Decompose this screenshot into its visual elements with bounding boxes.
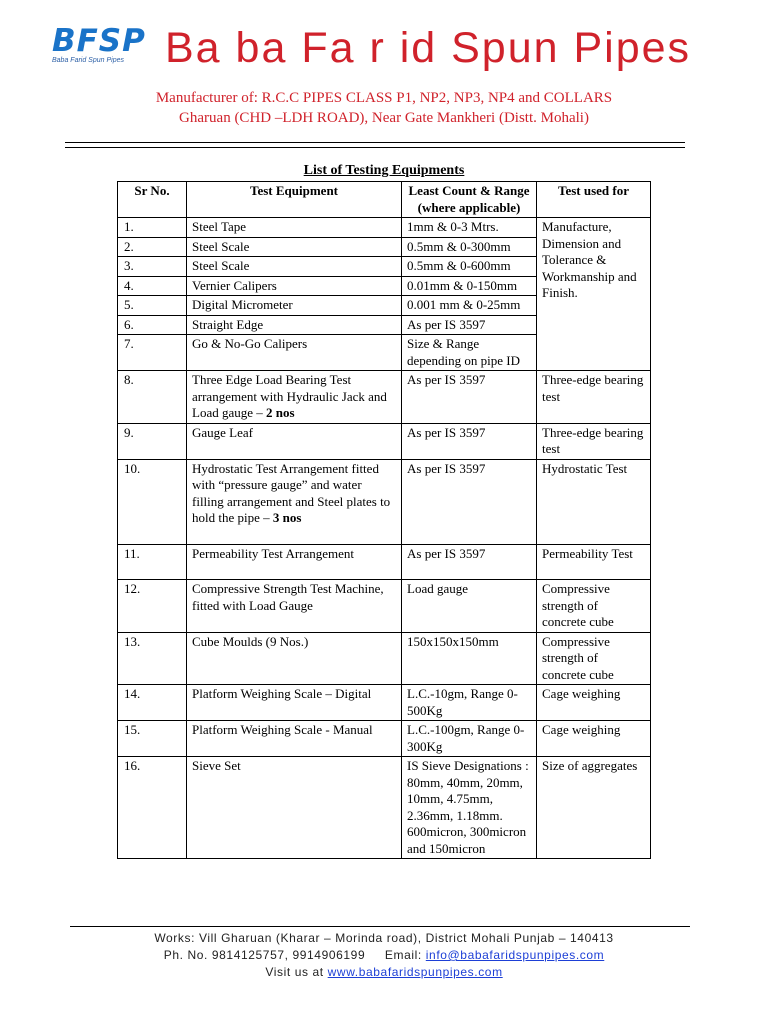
cell-sr: 1. xyxy=(118,218,187,238)
table-row xyxy=(118,721,651,757)
equipment-quantity: 2 nos xyxy=(266,405,295,420)
cell-equipment: Cube Moulds (9 Nos.) xyxy=(187,632,402,685)
cell-equipment: Permeability Test Arrangement xyxy=(187,544,402,580)
cell-range: As per IS 3597 xyxy=(402,423,537,459)
footer-email-label: Email: xyxy=(384,948,422,962)
table-row xyxy=(118,371,651,424)
cell-sr: 6. xyxy=(118,315,187,335)
cell-sr: 9. xyxy=(118,423,187,459)
footer-contact xyxy=(0,947,768,963)
table-header-row xyxy=(118,182,651,218)
cell-range: 0.5mm & 0-300mm xyxy=(402,237,537,257)
cell-sr: 2. xyxy=(118,237,187,257)
equipment-quantity: 3 nos xyxy=(272,510,302,525)
cell-use: Compressive strength of concrete cube xyxy=(537,632,651,685)
cell-use: Three-edge bearing test xyxy=(537,423,651,459)
header-rule-top xyxy=(65,142,685,143)
cell-range: IS Sieve Designations : 80mm, 40mm, 20mm, 10mm, 4.75mm, 2.36mm, 1.18mm. 600micron, 300micron and 150micron xyxy=(402,757,537,859)
cell-equipment: Gauge Leaf xyxy=(187,423,402,459)
footer-email-link[interactable]: info@babafaridspunpipes.com xyxy=(425,948,605,962)
equipment-text: Hydrostatic Test Arrangement fitted with “pressure gauge” and water filling arrangement and Steel plates to hold the pipe – xyxy=(192,460,391,525)
document-title: List of Testing Equipments xyxy=(303,163,465,178)
logo-mark: BFSP xyxy=(52,23,146,59)
cell-equipment: Platform Weighing Scale - Manual xyxy=(187,721,402,757)
cell-equipment: Platform Weighing Scale – Digital xyxy=(187,685,402,721)
company-logo xyxy=(52,24,144,70)
cell-sr: 5. xyxy=(118,296,187,316)
cell-use: Permeability Test xyxy=(537,544,651,580)
address-line: Gharuan (CHD –LDH ROAD), Near Gate Mankheri (Distt. Mohali) xyxy=(179,110,589,126)
footer-phone: Ph. No. 9814125757, 9914906199 xyxy=(163,948,366,962)
cell-equipment: Go & No-Go Calipers xyxy=(187,335,402,371)
table-row xyxy=(118,459,651,544)
cell-sr: 15. xyxy=(118,721,187,757)
cell-range: L.C.-10gm, Range 0-500Kg xyxy=(402,685,537,721)
cell-equipment: Straight Edge xyxy=(187,315,402,335)
cell-range: 0.01mm & 0-150mm xyxy=(402,276,537,296)
table-row xyxy=(118,218,651,238)
table-row xyxy=(118,544,651,580)
cell-range: As per IS 3597 xyxy=(402,459,537,544)
cell-use: Cage weighing xyxy=(537,721,651,757)
cell-equipment: Compressive Strength Test Machine, fitted with Load Gauge xyxy=(187,580,402,633)
cell-equipment: Steel Scale xyxy=(187,257,402,277)
cell-use: Size of aggregates xyxy=(537,757,651,859)
table-row xyxy=(118,757,651,859)
letterhead xyxy=(0,0,768,140)
cell-use: Cage weighing xyxy=(537,685,651,721)
cell-use: Manufacture, Dimension and Tolerance & Workmanship and Finish. xyxy=(537,218,651,371)
header-rule-bottom xyxy=(65,147,685,148)
cell-sr: 14. xyxy=(118,685,187,721)
cell-range: 1mm & 0-3 Mtrs. xyxy=(402,218,537,238)
cell-sr: 16. xyxy=(118,757,187,859)
footer-address: Works: Vill Gharuan (Kharar – Morinda road), District Mohali Punjab – 140413 xyxy=(154,931,614,945)
cell-range: L.C.-100gm, Range 0-300Kg xyxy=(402,721,537,757)
table-row xyxy=(118,423,651,459)
col-header-use: Test used for xyxy=(537,182,651,218)
equipment-text: Three Edge Load Bearing Test arrangement with Hydraulic Jack and Load gauge – xyxy=(192,372,387,420)
cell-use: Compressive strength of concrete cube xyxy=(537,580,651,633)
col-header-sr: Sr No. xyxy=(118,182,187,218)
footer-rule xyxy=(70,926,690,927)
cell-use: Hydrostatic Test xyxy=(537,459,651,544)
cell-range: Size & Range depending on pipe ID xyxy=(402,335,537,371)
company-name: Ba ba Fa r id Spun Pipes xyxy=(165,24,692,72)
cell-range: Load gauge xyxy=(402,580,537,633)
cell-sr: 12. xyxy=(118,580,187,633)
footer-visit-label: Visit us at xyxy=(265,965,324,979)
table-row xyxy=(118,580,651,633)
cell-use: Three-edge bearing test xyxy=(537,371,651,424)
cell-range: 0.001 mm & 0-25mm xyxy=(402,296,537,316)
table-row xyxy=(118,685,651,721)
cell-range: 0.5mm & 0-600mm xyxy=(402,257,537,277)
logo-subtext: Baba Farid Spun Pipes xyxy=(52,57,124,64)
cell-range: As per IS 3597 xyxy=(402,544,537,580)
col-header-range: Least Count & Range (where applicable) xyxy=(402,182,537,218)
cell-equipment: Vernier Calipers xyxy=(187,276,402,296)
cell-sr: 4. xyxy=(118,276,187,296)
cell-sr: 11. xyxy=(118,544,187,580)
table-row xyxy=(118,632,651,685)
cell-range: As per IS 3597 xyxy=(402,371,537,424)
footer-website-link[interactable]: www.babafaridspunpipes.com xyxy=(327,965,503,979)
footer-website-line xyxy=(0,964,768,980)
cell-range: As per IS 3597 xyxy=(402,315,537,335)
cell-sr: 8. xyxy=(118,371,187,424)
cell-sr: 7. xyxy=(118,335,187,371)
col-header-equipment: Test Equipment xyxy=(187,182,402,218)
equipment-table xyxy=(117,181,651,859)
cell-equipment xyxy=(187,459,402,544)
cell-equipment: Steel Scale xyxy=(187,237,402,257)
cell-equipment: Digital Micrometer xyxy=(187,296,402,316)
cell-sr: 10. xyxy=(118,459,187,544)
cell-equipment xyxy=(187,371,402,424)
cell-equipment: Steel Tape xyxy=(187,218,402,238)
cell-equipment: Sieve Set xyxy=(187,757,402,859)
cell-range: 150x150x150mm xyxy=(402,632,537,685)
products-line: Manufacturer of: R.C.C PIPES CLASS P1, NP2, NP3, NP4 and COLLARS xyxy=(155,90,613,106)
cell-sr: 13. xyxy=(118,632,187,685)
cell-sr: 3. xyxy=(118,257,187,277)
